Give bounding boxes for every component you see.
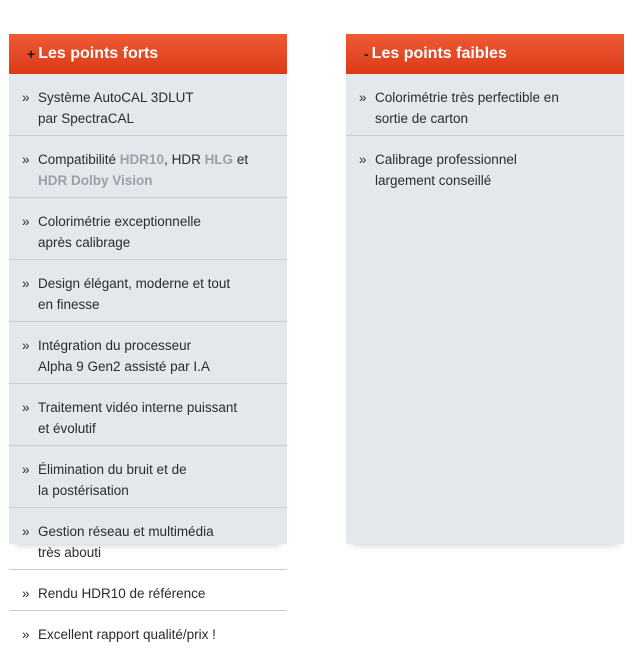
list-item (346, 136, 624, 197)
item-text: Rendu HDR10 de référence (38, 586, 206, 601)
item-text: Excellent rapport qualité/prix ! (38, 627, 216, 642)
weaknesses-header (346, 34, 624, 74)
item-text: , HDR (164, 152, 205, 167)
bullet-icon: » (22, 400, 30, 415)
list-item (9, 611, 287, 651)
bullet-icon: » (22, 338, 30, 353)
item-text: Traitement vidéo interne puissant (38, 400, 238, 415)
bullet-icon: » (359, 152, 367, 167)
item-text: Calibrage professionnel (375, 152, 517, 167)
list-item (9, 260, 287, 322)
strengths-title: Les points forts (38, 45, 159, 62)
bullet-icon: » (22, 586, 30, 601)
list-item (9, 322, 287, 384)
item-text: Colorimétrie très perfectible en (375, 90, 559, 105)
list-item (9, 446, 287, 508)
bullet-icon: » (22, 152, 30, 167)
list-item (9, 508, 287, 570)
item-text: et (233, 152, 249, 167)
strengths-list (9, 74, 287, 651)
weaknesses-list (346, 74, 624, 197)
bullet-icon: » (22, 627, 30, 642)
item-text: Alpha 9 Gen2 assisté par I.A (38, 359, 210, 374)
highlight-hlg: HLG (204, 152, 234, 167)
list-item (9, 384, 287, 446)
weaknesses-panel (346, 34, 624, 544)
highlight-dolby-vision: HDR Dolby Vision (38, 173, 153, 188)
plus-icon: + (27, 46, 36, 62)
item-text: en finesse (38, 297, 100, 312)
list-item (9, 198, 287, 260)
highlight-hdr10: HDR10 (119, 152, 165, 167)
list-item (9, 136, 287, 198)
item-text: Compatibilité (38, 152, 120, 167)
item-text: très abouti (38, 545, 102, 560)
item-text: Colorimétrie exceptionnelle (38, 214, 201, 229)
list-item (346, 74, 624, 136)
item-text: après calibrage (38, 235, 131, 250)
bullet-icon: » (22, 276, 30, 291)
bullet-icon: » (22, 462, 30, 477)
item-text: et évolutif (38, 421, 96, 436)
bullet-icon: » (22, 214, 30, 229)
weaknesses-title: Les points faibles (371, 45, 507, 62)
item-text: Gestion réseau et multimédia (38, 524, 214, 539)
minus-icon: - (364, 46, 369, 62)
item-text: Design élégant, moderne et tout (38, 276, 231, 291)
item-text: Élimination du bruit et de (38, 462, 187, 477)
item-text: la postérisation (38, 483, 129, 498)
bullet-icon: » (22, 90, 30, 105)
list-item (9, 570, 287, 611)
item-text: sortie de carton (375, 111, 469, 126)
bullet-icon: » (22, 524, 30, 539)
list-item (9, 74, 287, 136)
strengths-header (9, 34, 287, 74)
item-text: Système AutoCAL 3DLUT (38, 90, 194, 105)
item-text: Intégration du processeur (38, 338, 192, 353)
bullet-icon: » (359, 90, 367, 105)
strengths-panel (9, 34, 287, 642)
item-text: largement conseillé (375, 173, 492, 188)
item-text: par SpectraCAL (38, 111, 135, 126)
